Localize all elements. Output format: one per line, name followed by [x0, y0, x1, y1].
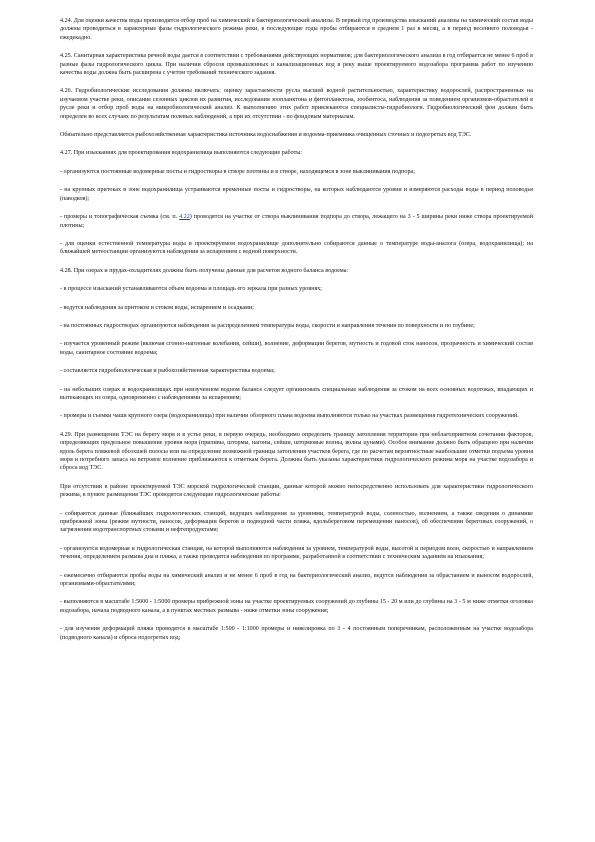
paragraph	[60, 131, 533, 139]
paragraph	[60, 213, 533, 230]
paragraph-text: - промеры и съемки чаши крупного озера (водохранилища) при наличии обзорного плана водоема выполняются только на участках размещения гидротехнических сооружений.	[60, 413, 519, 420]
paragraph-text: Обязательно представляется рыбохозяйственная характеристика источника водоснабжения и водоема-приемника очищенных сточных и подогретых вод ТЭС.	[60, 132, 472, 139]
paragraph-text: - на крупных притоках в зоне водохранилища устраиваются временные посты и гидростворы, на которых наблюдаются уровни и измеряются расходы воды в период половодья (паводков);	[60, 187, 533, 202]
paragraph	[60, 431, 533, 473]
paragraph	[60, 483, 533, 500]
paragraph-text: - организуется водомерная и гидрологическая станция, на которой выполняются наблюдения за уровнем, температурой воды, высотой и периодом волн, скоростью и направлением течения, определением размыва дна и пляжа, а также проводятся наблюдения по программе, разработанной в соответствии с техническим заданием на изыскания;	[60, 545, 533, 561]
paragraph	[60, 285, 533, 293]
paragraph-text: - ежемесячно отбираются пробы воды на химический анализ и не менее 6 проб в год на бактериологический анализ, ведутся наблюдения за обрастанием и выносом водорослей, организмами-обрастателями;	[60, 572, 533, 588]
paragraph-text: - на небольших озерах и водохранилищах при неизученном водном балансе следует организовать специальные наблюдения за стоком на всех основных водотоках, впадающих и вытекающих из озера, одновременно с наблюдениями за испарением;	[60, 386, 533, 401]
paragraph	[60, 412, 533, 420]
paragraph-text: - на постоянных гидростворах организуются наблюдения за распределением температуры воды, скорости и направления течения по поверхности и по глубине;	[60, 322, 475, 329]
paragraph-text: 4.24. Для оценки качества воды производится отбор проб на химический и бактериологический анализы. В первый год производства изысканий анализы на химический состав воды должны проводиться в характерные фазы гидрологического режима реки, в последующие годы пробы отбираются в среднем 1 раз в месяц, а в период весеннего половодья - ежедекадно.	[60, 18, 533, 41]
paragraph	[60, 17, 533, 42]
paragraph-text: 4.27. При изысканиях для проектирования водохранилища выполняются следующие работы:	[60, 150, 303, 157]
paragraph-text: - составляется гидробиологическая и рыбохозяйственная характеристика водоема;	[60, 368, 275, 375]
paragraph	[60, 625, 533, 642]
clause-reference-link[interactable]: 4.22	[179, 214, 190, 221]
paragraph-text: - промеры и топографическая съемка (см. п.	[60, 214, 178, 221]
paragraph-text: - собираются данные (ближайших гидрологических станций, ведущих наблюдения за уровнями, температурой воды, соленостью, волнением, а также сведения о динамике прибрежной зоны (режим мутности, наносов, деформации берегов и подводной части пляжа, вдольбереговом перемещении наносов), об обеспечении береговых сооружений, о загрязнении водотранспортных стоками и нефтепродуктами;	[60, 510, 533, 534]
paragraph	[60, 367, 533, 375]
paragraph	[60, 510, 533, 535]
paragraph-text: При отсутствии в районе проектируемой ТЭС морской гидрологической станции, данные которой можно непосредственно использовать для характеристики гидрологического режима, в пункте размещения ТЭС проводятся следующие гидрологические работы:	[60, 483, 533, 499]
paragraph-text: 4.26. Гидробиологические исследования должны включать: оценку зарастаемости русла высшей водной растительностью, характеристику водорослей, распространенных на изучаемом участке реки, описание сезонных циклов их развития, исследования зоопланктона и фитопланктона, зообентоса, наблюдения за поведением организмов-обрастателей в русле реки и отбор проб воды на микробиологический анализ. К выполнению этих работ привлекаются специалисты-гидробиологи. Гидробиологический фон должен быть определен во всех случаях по результатам полевых наблюдений, а при их отсутствии - по фондовым материалам.	[60, 88, 533, 120]
paragraph-text: - ведутся наблюдения за притоком и стоком воды, испарением и осадками;	[60, 304, 254, 311]
paragraph-text-tail: ) проводятся на участке от створа выклинивания подпора до створа, лежащего на 3 - 5 ширины реки ниже створа проектируемой плотины;	[60, 214, 533, 229]
paragraph	[60, 386, 533, 403]
paragraph-text: - изучается уровенный режим (включая сгонно-нагонные колебания, сейши), волнение, деформации берегов, мутность и годовой сток наносов, прозрачность и химический состав воды, санитарное состояние водоема;	[60, 341, 533, 356]
paragraph	[60, 87, 533, 121]
paragraph	[60, 168, 533, 176]
paragraph-text: - для изучения деформаций пляжа проводятся в масштабе 1:500 - 1:1000 промеры и нивелировка по 3 - 4 постоянным поперечникам, расположенным на участке водозабора (подводного канала) и сброса подогретых вод;	[60, 626, 533, 641]
paragraph	[60, 322, 533, 330]
paragraph	[60, 186, 533, 203]
paragraph	[60, 572, 533, 589]
paragraph	[60, 267, 533, 275]
paragraph	[60, 240, 533, 257]
paragraph	[60, 149, 533, 157]
paragraph-text: 4.28. При озерах и прудах-охладителях должны быть получены данные для расчетов водного баланса водоема:	[60, 267, 349, 274]
paragraph-text: - для оценки естественной температуры воды в проектируемом водохранилище дополнительно собираются данные о температуре воды-аналога (озера, водохранилища); на ближайшей метеостанции организуются наблюдения за испарением с водной поверхности.	[60, 240, 533, 256]
paragraph-text: 4.25. Санитарная характеристика речной воды дается в соответствии с требованиями действующих нормативов; для бактериологического анализа в год отбирается не менее 6 проб в разные фазы гидрологического цикла. При наличии сбросов промышленных и канализационных вод в реку выше проектируемого водозабора программа работ по изучению качества воды должна быть расширена с учетом требований технического задания.	[60, 53, 533, 77]
paragraph	[60, 545, 533, 562]
paragraph	[60, 598, 533, 615]
paragraph	[60, 340, 533, 357]
paragraph-text: 4.29. При размещении ТЭС на берегу моря и в устье реки, в первую очередь, необходимо определить границу затопления территории при неблагоприятном сочетании факторов, определяющих предельное повышение уровня моря (приливы, штормы, нагоны, сейши, штормовые волны, волны цунами). Особое внимание должно быть обращено при наличии вдоль берега пляжевой обсохшей полосы или на определение возможной границы затопления участков берега, где по расчетам вероятностные наибольшие отметки подъема уровня моря и потребного запаса на ветровое волнение приближаются к отметкам берега. Должны быть указаны характеристики гидрологического режима моря на участке водозабора и сброса вод ТЭС.	[60, 431, 533, 472]
paragraph	[60, 304, 533, 312]
paragraph	[60, 52, 533, 77]
paragraph-text: - выполняются в масштабе 1:5000 - 1:5000 промеры прибрежной зоны на участке проектируемых сооружений до глубины 15 - 20 м или до глубины на 3 - 5 м ниже отметки оголовка водозабора, начала подводного канала, а в пунктах местных размыва - ниже отметки зоны сооружения;	[60, 599, 533, 614]
paragraph-text: - организуются постоянные водомерные посты и гидростворы в створе плотины и в створе, находящемся в зоне выклинивания подпора;	[60, 168, 415, 175]
paragraph-text: - в процессе изысканий устанавливаются объем водоема и площадь его зеркала при разных уровнях;	[60, 286, 323, 293]
